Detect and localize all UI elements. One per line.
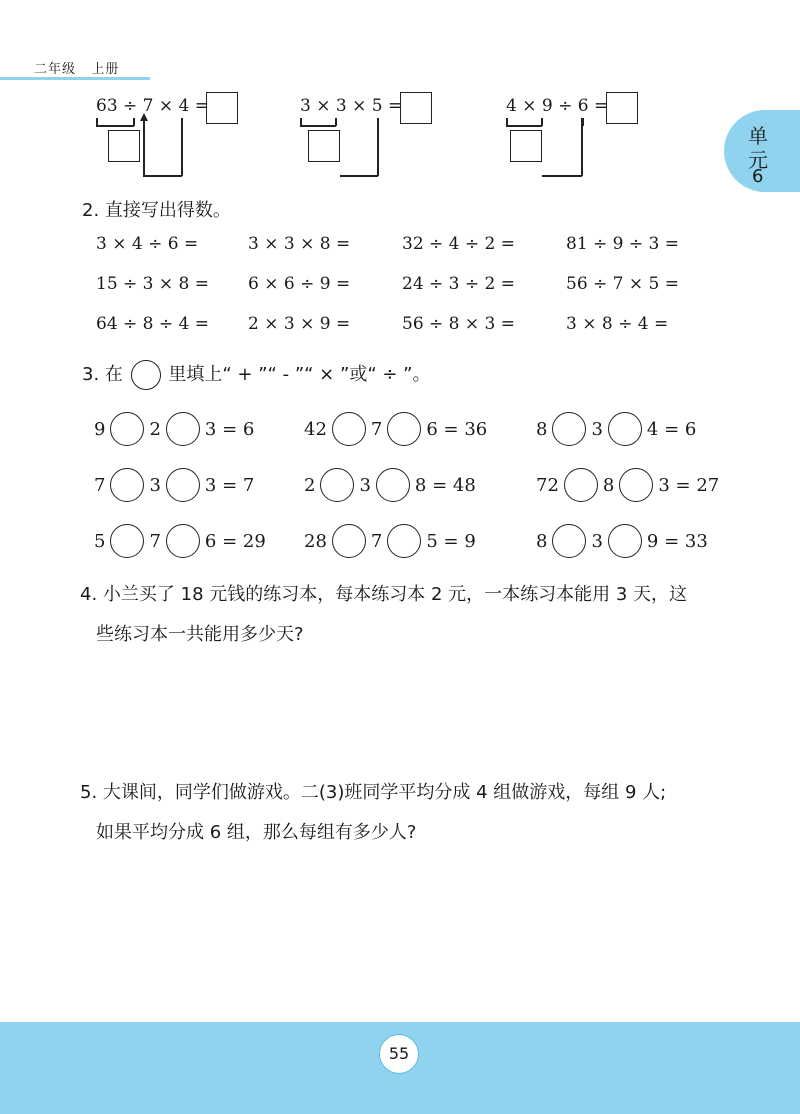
bracket-line	[181, 118, 183, 176]
operand: 42	[304, 418, 327, 440]
flow-problem-3	[506, 92, 706, 182]
bracket-line	[581, 118, 583, 176]
result: 3 = 7	[204, 474, 255, 496]
result: 4 = 6	[646, 418, 697, 440]
operator-circle[interactable]	[619, 468, 653, 502]
fill-operator-item	[536, 412, 696, 446]
operand: 3	[591, 418, 603, 440]
flow-expression: 3 × 3 × 5 =	[300, 96, 403, 116]
page-number: 55	[379, 1034, 419, 1074]
header-label	[34, 58, 119, 77]
arrow-line	[143, 120, 145, 176]
flow-expression: 63 ÷ 7 × 4 =	[96, 96, 210, 116]
calc-item: 6 × 6 ÷ 9 =	[248, 274, 351, 294]
operand: 7	[94, 474, 106, 496]
bracket-line	[335, 118, 337, 126]
operator-circle[interactable]	[608, 412, 642, 446]
calc-item: 32 ÷ 4 ÷ 2 =	[402, 234, 516, 254]
operand: 8	[536, 530, 548, 552]
question-5-line-2: 如果平均分成 6 组，那么每组有多少人?	[96, 822, 417, 843]
unit-number: 6	[752, 166, 764, 187]
operator-circle[interactable]	[166, 468, 200, 502]
answer-box[interactable]	[606, 92, 638, 124]
arrow-up-icon	[140, 113, 148, 121]
operand: 8	[536, 418, 548, 440]
calc-item: 56 ÷ 7 × 5 =	[566, 274, 680, 294]
intermediate-box[interactable]	[308, 130, 340, 162]
volume-label: 上册	[91, 62, 120, 77]
calc-item: 3 × 8 ÷ 4 =	[566, 314, 669, 334]
fill-operator-item	[304, 412, 487, 446]
calc-item: 56 ÷ 8 × 3 =	[402, 314, 516, 334]
question-3-title	[82, 360, 431, 390]
header-rule	[0, 77, 150, 80]
question-2-title: 2. 直接写出得数。	[82, 200, 231, 221]
fill-operator-item	[94, 412, 254, 446]
calc-item: 64 ÷ 8 ÷ 4 =	[96, 314, 210, 334]
operator-circle[interactable]	[552, 524, 586, 558]
operand: 72	[536, 474, 559, 496]
operand: 9	[94, 418, 106, 440]
operand: 3	[591, 530, 603, 552]
result: 3 = 27	[658, 474, 720, 496]
q3-title-suffix: 里填上“ + ”“ - ”“ × ”或“ ÷ ”。	[168, 364, 431, 385]
operator-circle[interactable]	[110, 468, 144, 502]
operand: 5	[94, 530, 106, 552]
operator-circle[interactable]	[387, 524, 421, 558]
calc-item: 3 × 4 ÷ 6 =	[96, 234, 199, 254]
fill-operator-item	[94, 468, 254, 502]
unit-char-1: 单	[748, 124, 768, 148]
result: 3 = 6	[204, 418, 255, 440]
operand: 7	[370, 530, 383, 552]
result: 9 = 33	[646, 530, 708, 552]
question-5-line-1: 5. 大课间，同学们做游戏。二(3)班同学平均分成 4 组做游戏，每组 9 人;	[80, 782, 667, 803]
operator-circle[interactable]	[564, 468, 598, 502]
operand: 7	[149, 530, 161, 552]
operator-circle[interactable]	[166, 412, 200, 446]
result: 8 = 48	[414, 474, 476, 496]
operator-circle[interactable]	[110, 412, 144, 446]
bracket-line	[542, 175, 582, 177]
bracket-line	[340, 175, 378, 177]
fill-operator-item	[304, 468, 476, 502]
operator-circle[interactable]	[332, 524, 366, 558]
fill-operator-item	[304, 524, 476, 558]
operator-circle[interactable]	[608, 524, 642, 558]
operator-circle[interactable]	[387, 412, 421, 446]
unit-tab	[724, 110, 800, 192]
operator-circle[interactable]	[110, 524, 144, 558]
result: 6 = 29	[204, 530, 266, 552]
operand: 8	[602, 474, 615, 496]
bracket-line	[300, 125, 336, 127]
operand: 28	[304, 530, 327, 552]
fill-operator-item	[536, 524, 708, 558]
bracket-line	[143, 175, 182, 177]
result: 5 = 9	[426, 530, 476, 552]
flow-problem-1	[96, 92, 296, 182]
fill-operator-item	[536, 468, 719, 502]
question-4-line-1: 4. 小兰买了 18 元钱的练习本，每本练习本 2 元，一本练习本能用 3 天，这	[80, 584, 688, 605]
calc-item: 15 ÷ 3 × 8 =	[96, 274, 210, 294]
calc-item: 2 × 3 × 9 =	[248, 314, 351, 334]
calc-item: 24 ÷ 3 ÷ 2 =	[402, 274, 516, 294]
flow-problem-2	[300, 92, 500, 182]
result: 6 = 36	[426, 418, 488, 440]
circle-icon	[131, 360, 161, 390]
operator-circle[interactable]	[166, 524, 200, 558]
operator-circle[interactable]	[320, 468, 354, 502]
bracket-line	[506, 125, 542, 127]
question-4-line-2: 些练习本一共能用多少天?	[96, 624, 304, 645]
q3-title-prefix: 3. 在	[82, 364, 123, 385]
flow-expression: 4 × 9 ÷ 6 =	[506, 96, 609, 116]
bracket-line	[133, 118, 135, 126]
operand: 3	[149, 474, 161, 496]
answer-box[interactable]	[400, 92, 432, 124]
intermediate-box[interactable]	[510, 130, 542, 162]
bracket-line	[541, 118, 543, 126]
grade-label: 二年级	[34, 62, 77, 77]
fill-operator-item	[94, 524, 266, 558]
answer-box[interactable]	[206, 92, 238, 124]
operand: 2	[304, 474, 316, 496]
intermediate-box[interactable]	[108, 130, 140, 162]
calc-item: 81 ÷ 9 ÷ 3 =	[566, 234, 680, 254]
operator-circle[interactable]	[552, 412, 586, 446]
operand: 7	[370, 418, 383, 440]
unit-char-2: 元	[748, 148, 768, 172]
bracket-line	[582, 118, 584, 126]
calc-item: 3 × 3 × 8 =	[248, 234, 351, 254]
bracket-line	[96, 125, 134, 127]
operator-circle[interactable]	[376, 468, 410, 502]
operand: 2	[149, 418, 161, 440]
operator-circle[interactable]	[332, 412, 366, 446]
bracket-line	[377, 118, 379, 176]
operand: 3	[359, 474, 371, 496]
